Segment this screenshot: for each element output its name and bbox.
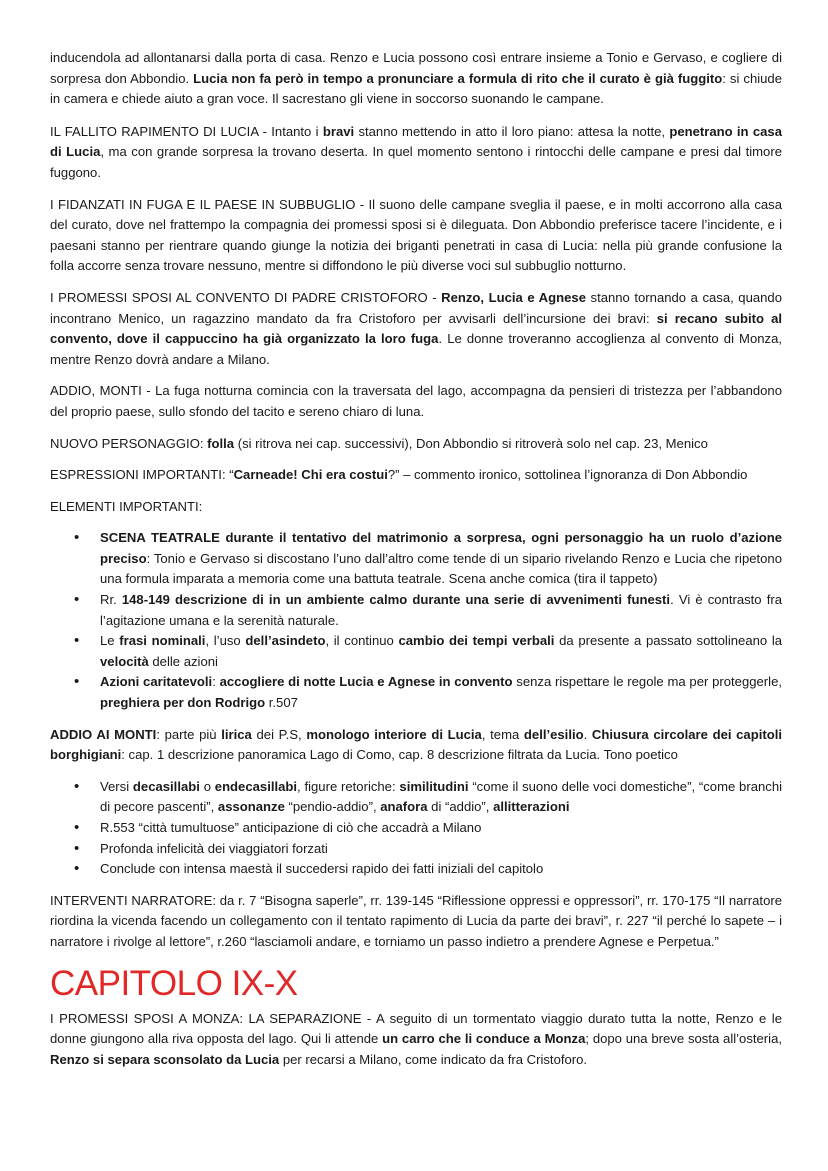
list-item: • SCENA TEATRALE durante il tentativo del matrimonio a sorpresa, ogni personaggio ha un ruolo d’azione preciso: Tonio e Gervaso si discostano l’uno dall’altro come tende di un sipario rivelando Renzo e Lucia che ripetono una formula imparata a memoria come una battuta teatrale. Scena anche comica (tira il tappeto) [50, 528, 782, 590]
paragraph-convento-cristoforo: I PROMESSI SPOSI AL CONVENTO DI PADRE CRISTOFORO - Renzo, Lucia e Agnese stanno tornando a casa, quando incontrano Menico, un ragazzino mandato da fra Cristoforo per avvisarli dell’incursione dei bravi: si recano subito al convento, dove il cappuccino ha già organizzato la loro fuga. Le donne troveranno accoglienza al convento di Monza, mentre Renzo dovrà andare a Milano. [50, 289, 782, 367]
paragraph-elementi-importanti: ELEMENTI IMPORTANTI: [50, 498, 203, 514]
paragraph-addio-monti: ADDIO, MONTI - La fuga notturna comincia con la traversata del lago, accompagna da pensieri di tristezza per l’abbandono del proprio paese, sullo sfondo del tacito e sereno chiaro di luna. [50, 383, 782, 419]
list-item: • Profonda infelicità dei viaggiatori forzati [50, 839, 782, 860]
list-item: • R.553 “città tumultuose” anticipazione di ciò che accadrà a Milano [50, 818, 782, 839]
bullet-list-elementi [50, 528, 782, 713]
list-item: • Rr. 148-149 descrizione di in un ambiente calmo durante una serie di avvenimenti funesti. Vi è contrasto fra l’agitazione umana e la serenità naturale. [50, 590, 782, 631]
paragraph-espressioni-importanti: ESPRESSIONI IMPORTANTI: “Carneade! Chi era costui?” – commento ironico, sottolinea l’ignoranza di Don Abbondio [50, 467, 748, 483]
paragraph-interventi-narratore: INTERVENTI NARRATORE: da r. 7 “Bisogna saperle”, rr. 139-145 “Riflessione oppressi e oppressori”, rr. 170-175 “Il narratore riordina la vicenda facendo un collegamento con il tentato rapimento di Lucia da parte dei bravi”, r. 227 “il perché lo sapete – i narratore i rivolge al lettore”, r.260 “lasciamoli andare, e torniamo un passo indietro a prendere Agnese e Perpetua.” [50, 892, 782, 949]
paragraph-addio-ai-monti: ADDIO AI MONTI: parte più lirica dei P.S, monologo interiore di Lucia, tema dell’esilio. Chiusura circolare dei capitoli borghigiani: cap. 1 descrizione panoramica Lago di Como, cap. 8 descrizione filtrata da Lucia. Tono poetico [50, 726, 782, 763]
document-page [50, 48, 782, 1081]
list-item: • Conclude con intensa maestà il succedersi rapido dei fatti iniziali del capitolo [50, 859, 782, 880]
chapter-heading: CAPITOLO IX-X [50, 963, 298, 1003]
bullet-list-addio-monti [50, 777, 782, 880]
paragraph-promessi-sposi-monza: I PROMESSI SPOSI A MONZA: LA SEPARAZIONE - A seguito di un tormentato viaggio durato tutta la notte, Renzo e le donne giungono alla riva opposta del lago. Qui li attende un carro che li conduce a Monza; dopo una breve sosta all’osteria, Renzo si separa sconsolato da Lucia per recarsi a Milano, come indicato da fra Cristoforo. [50, 1010, 782, 1067]
paragraph-fallito-rapimento: IL FALLITO RAPIMENTO DI LUCIA - Intanto i bravi stanno mettendo in atto il loro piano: attesa la notte, penetrano in casa di Lucia, ma con grande sorpresa la trovano deserta. In quel momento sentono i rintocchi delle campane e presi dal timore fuggono. [50, 123, 782, 180]
list-item: • Azioni caritatevoli: accogliere di notte Lucia e Agnese in convento senza rispettare le regole ma per proteggerle, preghiera per don Rodrigo r.507 [50, 672, 782, 713]
list-item: • Versi decasillabi o endecasillabi, figure retoriche: similitudini “come il suono delle voci domestiche”, “come branchi di pecore pascenti”, assonanze “pendio-addio”, anafora di “addio”, allitterazioni [50, 777, 782, 818]
paragraph-fidanzati-in-fuga: I FIDANZATI IN FUGA E IL PAESE IN SUBBUGLIO - Il suono delle campane sveglia il paese, e in molti accorrono alla casa del curato, dove nel frattempo la compagnia dei promessi sposi si è dileguata. Don Abbondio preferisce tacere l’incidente, e i paesani stanno per rientrare quando giunge la notizia dei briganti penetrati in casa di Lucia: nella più grande confusione la folla accorre senza trovare nessuno, mentre si diffondono le più diverse voci sul subbuglio notturno. [50, 196, 782, 274]
paragraph-nuovo-personaggio: NUOVO PERSONAGGIO: folla (si ritrova nei cap. successivi), Don Abbondio si ritroverà solo nel cap. 23, Menico [50, 435, 708, 451]
paragraph-intro-continuation: inducendola ad allontanarsi dalla porta di casa. Renzo e Lucia possono così entrare insieme a Tonio e Gervaso, e cogliere di sorpresa don Abbondio. Lucia non fa però in tempo a pronunciare a formula di rito che il curato è già fuggito: si chiude in camera e chiede aiuto a gran voce. Il sacrestano gli viene in soccorso suonando le campane. [50, 50, 782, 107]
list-item: • Le frasi nominali, l’uso dell’asindeto, il continuo cambio dei tempi verbali da presente a passato sottolineano la velocità delle azioni [50, 631, 782, 672]
